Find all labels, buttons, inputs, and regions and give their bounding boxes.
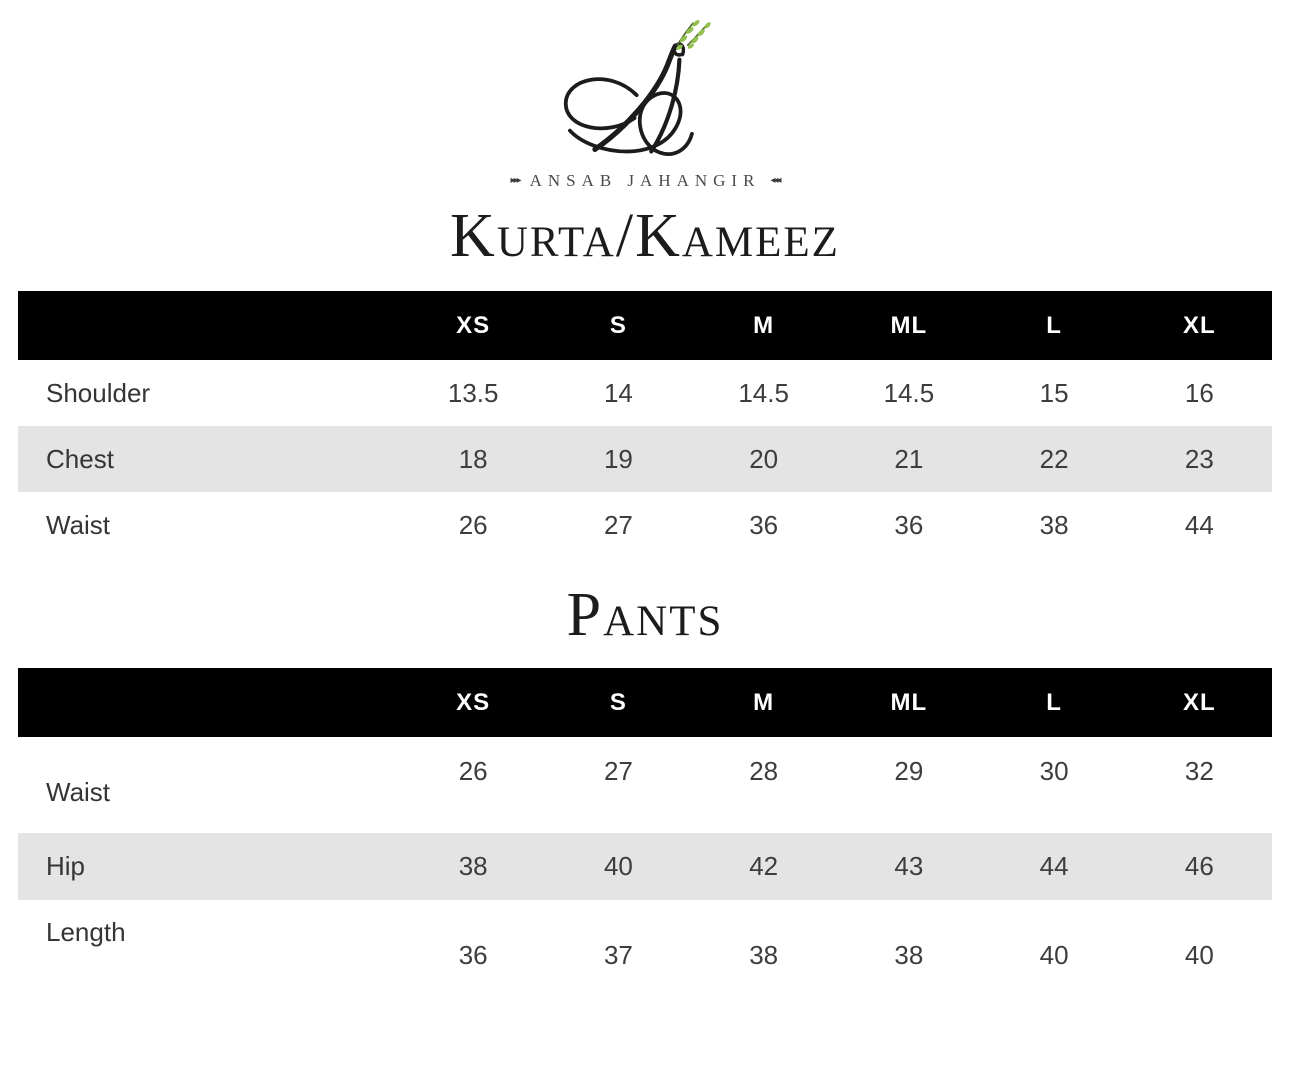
- column-header-xl: XL: [1127, 291, 1272, 360]
- cell: 43: [836, 833, 981, 900]
- brand-name: ANSAB JAHANGIR: [529, 171, 761, 190]
- table-row-waist: [18, 737, 1272, 833]
- cell: 26: [458, 755, 488, 786]
- column-header-l: L: [982, 668, 1127, 737]
- cell: 36: [458, 940, 488, 970]
- cell: 21: [836, 426, 981, 492]
- column-header-xs: XS: [401, 668, 546, 737]
- brand-monogram-icon: [540, 18, 750, 164]
- brand-name-line: [0, 171, 1290, 191]
- cell: 32: [1184, 755, 1214, 786]
- cell: 40: [1039, 940, 1069, 970]
- label-column-header: [18, 291, 401, 360]
- table-row-shoulder: [18, 360, 1272, 426]
- cell: 13.5: [447, 377, 499, 408]
- right-arrows-icon: ◂◂◂: [770, 174, 780, 186]
- row-label: Shoulder: [46, 377, 151, 408]
- column-header-ml: ML: [836, 291, 981, 360]
- cell: 30: [1039, 755, 1069, 786]
- cell: 46: [1127, 833, 1272, 900]
- row-label: Length: [46, 917, 126, 947]
- table-row-hip: [18, 833, 1272, 900]
- cell: 38: [401, 833, 546, 900]
- table-row-chest: [18, 426, 1272, 492]
- column-header-l: L: [982, 291, 1127, 360]
- left-arrows-icon: ▸▸▸: [510, 174, 520, 186]
- kurta-header-row: [18, 291, 1272, 360]
- row-label: Chest: [18, 426, 401, 492]
- table-row-waist: [18, 492, 1272, 558]
- column-header-ml: ML: [836, 668, 981, 737]
- column-header-xs: XS: [401, 291, 546, 360]
- cell: 18: [401, 426, 546, 492]
- pants-header-row: [18, 668, 1272, 737]
- cell: 23: [1127, 426, 1272, 492]
- cell: 37: [603, 940, 633, 970]
- section-title-kurta-kameez: Kurta/Kameez: [450, 202, 840, 270]
- cell: 38: [749, 940, 779, 970]
- row-label: Waist: [46, 509, 111, 540]
- cell: 19: [546, 426, 691, 492]
- cell: 20: [691, 426, 836, 492]
- cell: 29: [894, 755, 924, 786]
- cell: 16: [1184, 377, 1214, 408]
- section-title-pants: Pants: [566, 581, 724, 649]
- cell: 42: [691, 833, 836, 900]
- kurta-kameez-size-table: [18, 291, 1272, 558]
- label-column-header: [18, 668, 401, 737]
- cell: 36: [894, 509, 924, 540]
- cell: 27: [603, 755, 633, 786]
- cell: 44: [982, 833, 1127, 900]
- cell: 22: [982, 426, 1127, 492]
- table-row-length: [18, 900, 1272, 997]
- brand-logo: [540, 18, 750, 164]
- column-header-s: S: [546, 668, 691, 737]
- cell: 26: [458, 509, 488, 540]
- cell: 14: [603, 377, 633, 408]
- row-label: Hip: [18, 833, 401, 900]
- cell: 27: [603, 509, 633, 540]
- cell: 44: [1184, 509, 1214, 540]
- column-header-m: M: [691, 668, 836, 737]
- row-label: Waist: [46, 776, 111, 807]
- brand-header: [0, 0, 1290, 191]
- cell: 40: [1184, 940, 1214, 970]
- cell: 14.5: [883, 377, 935, 408]
- cell: 28: [749, 755, 779, 786]
- cell: 15: [1039, 377, 1069, 408]
- cell: 40: [546, 833, 691, 900]
- cell: 36: [749, 509, 779, 540]
- cell: 38: [894, 940, 924, 970]
- column-header-s: S: [546, 291, 691, 360]
- column-header-xl: XL: [1127, 668, 1272, 737]
- cell: 14.5: [738, 377, 789, 408]
- cell: 38: [1039, 509, 1069, 540]
- leaf-decoration: [675, 19, 712, 51]
- column-header-m: M: [691, 291, 836, 360]
- pants-size-table: [18, 668, 1272, 997]
